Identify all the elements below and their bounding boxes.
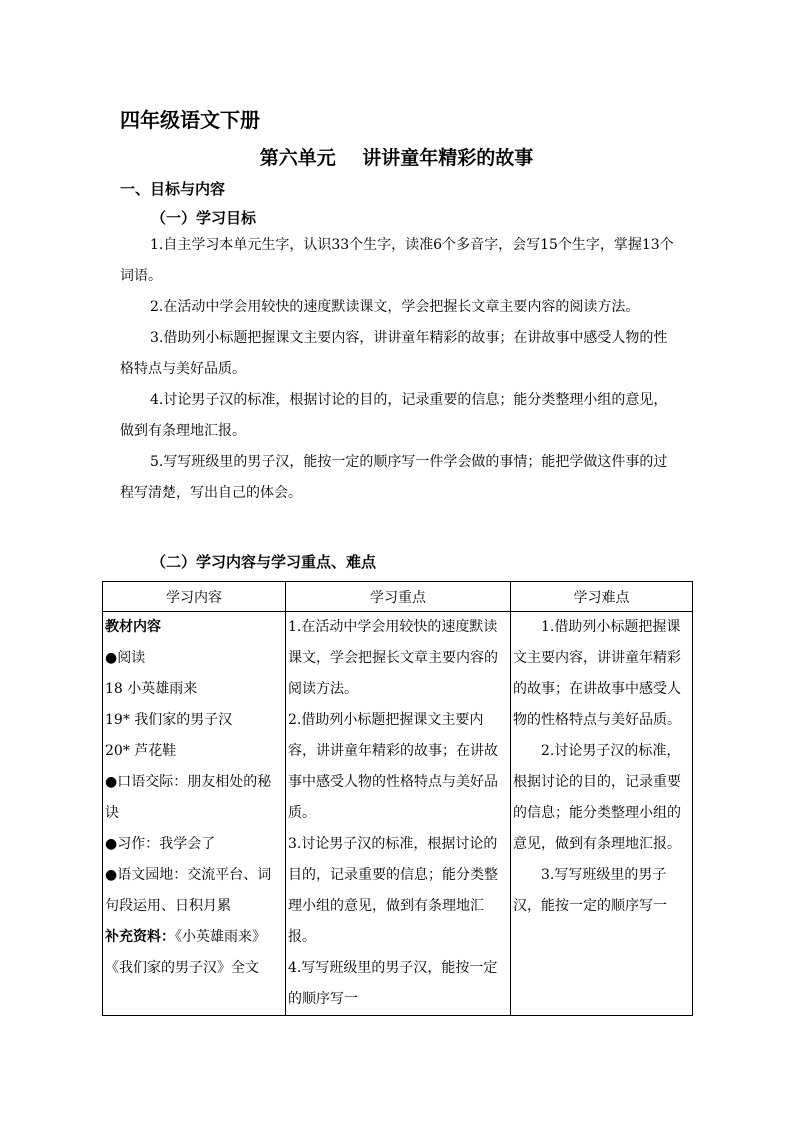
objectives-list <box>120 230 680 509</box>
difficulty: 2.讨论男子汉的标准，根据讨论的目的，记录重要的信息；能分类整理小组的意见，做到有条理地汇报。 <box>513 743 681 852</box>
objective-item: 4.讨论男子汉的标准，根据讨论的目的，记录重要的信息；能分类整理小组的意见，做到有条理地汇报。 <box>120 392 668 439</box>
list-item: 20* 芦花鞋 <box>105 743 177 759</box>
objective-item: 2.在活动中学会用较快的速度默读课文，学会把握长文章主要内容的阅读方法。 <box>150 299 640 315</box>
supplement <box>105 922 283 984</box>
key-point: 4.写写班级里的男子汉，能按一定的顺序写一 <box>288 960 498 1007</box>
supplement-text: 《小英雄雨来》《我们家的男子汉》全文 <box>105 929 266 976</box>
difficulty: 1.借助列小标题把握课文主要内容，讲讲童年精彩的故事；在讲故事中感受人物的性格特点与美好品质。 <box>513 619 681 728</box>
list-item: ●口语交际：朋友相处的秘诀 <box>105 774 272 821</box>
table-row <box>103 612 693 1016</box>
key-point: 3.讨论男子汉的标准，根据讨论的目的，记录重要的信息；能分类整理小组的意见，做到有条理地汇报。 <box>288 836 498 945</box>
objective-item: 1.自主学习本单元生字，认识33个生字，读准6个多音字，会写15个生字，掌握13个词语。 <box>120 237 674 284</box>
book-title: 四年级语文下册 <box>120 108 260 132</box>
objective-item: 3.借助列小标题把握课文主要内容，讲讲童年精彩的故事；在讲故事中感受人物的性格特点与美好品质。 <box>120 330 668 377</box>
cell-key-points <box>286 612 511 1016</box>
list-item: 19* 我们家的男子汉 <box>105 712 233 728</box>
cell-learning-content <box>103 612 286 1016</box>
key-point: 2.借助列小标题把握课文主要内容，讲讲童年精彩的故事；在讲故事中感受人物的性格特点与美好品质。 <box>288 712 498 821</box>
sub-heading-content-keypoints: （二）学习内容与学习重点、难点 <box>151 553 377 571</box>
column-header-difficulties: 学习难点 <box>511 582 693 612</box>
list-item: 18 小英雄雨来 <box>105 681 198 697</box>
table-header-row <box>103 582 693 612</box>
supplement-label: 补充资料： <box>105 929 175 945</box>
key-point: 1.在活动中学会用较快的速度默读课文，学会把握长文章主要内容的阅读方法。 <box>288 619 498 697</box>
cell-difficulties <box>511 612 693 1016</box>
list-item: ●习作：我学会了 <box>105 836 216 852</box>
content-table <box>102 581 693 1016</box>
column-header-content: 学习内容 <box>103 582 286 612</box>
unit-title: 第六单元 讲讲童年精彩的故事 <box>259 147 534 169</box>
objective-item: 5.写写班级里的男子汉，能按一定的顺序写一件学会做的事情；能把学做这件事的过程写清楚，写出自己的体会。 <box>120 454 668 501</box>
section-heading-goals-content: 一、目标与内容 <box>120 180 226 198</box>
column-header-key-points: 学习重点 <box>286 582 511 612</box>
materials-label: 教材内容 <box>105 619 161 635</box>
sub-heading-learning-objectives: （一）学习目标 <box>151 209 257 227</box>
list-item: ●语文园地：交流平台、词句段运用、日积月累 <box>105 867 272 914</box>
list-item: ●阅读 <box>105 650 146 666</box>
difficulty: 3.写写班级里的男子汉，能按一定的顺序写一 <box>513 867 667 914</box>
